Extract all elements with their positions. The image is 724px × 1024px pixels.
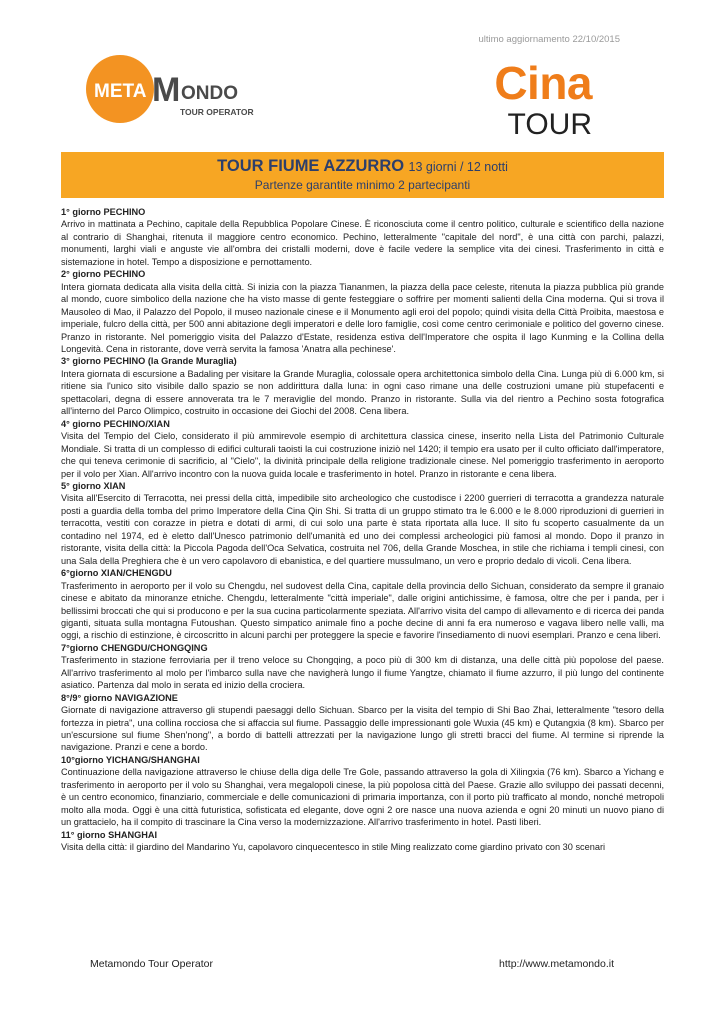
svg-text:ONDO: ONDO [181,83,238,104]
category-title: TOUR [507,108,592,141]
day-title: 11° giorno SHANGHAI [61,829,158,840]
tour-subtitle: Partenze garantite minimo 2 partecipanti [254,178,471,192]
footer-website-link[interactable]: http://www.metamondo.it [499,958,614,970]
day-title: 2° giorno PECHINO [61,269,146,280]
svg-text:M: M [152,71,181,109]
day-text: Trasferimento in stazione ferroviaria per il treno veloce su Chongqing, a poco più di 300 km di distanza, una delle città più popolose del paese. All'arrivo trasferimento al molo per l'imbarco sulla nave che navigherà lungo il fiume Yangtze, chiamato il fiume azzurro, il più lungo del continente asiatico. Partenza dal molo in serata ed inizio della crociera. [61,655,664,691]
footer-company: Metamondo Tour Operator [90,958,213,970]
metamondo-logo [84,52,274,126]
day-title: 8°/9° giorno NAVIGAZIONE [61,692,178,703]
day-title: 7°giorno CHENGDU/CHONGQING [61,642,208,653]
country-title: Cina [494,57,592,109]
day-text: Continuazione della navigazione attraverso le chiuse della diga delle Tre Gole, passando attraverso la gola di Xilingxia (76 km). Sbarco a Yichang e trasferimento in aeroporto per il volo su Shanghai, vera megalopoli cinese, la più popolosa città del Paese. Grazie allo sviluppo dei passati decenni, è un centro economico, finanziario, commerciale e delle comunicazioni di primaria importanza, con il porto più trafficato al mondo, nonché metropoli molto alla moda. Oggi è una città futuristica, sofisticata ed elegante, dove ogni 2 ore nasce una nuova azienda e ogni 20 minuti un nuovo piano di un grattacielo, ha il compito di trascinare la Cina verso la modernizzazione. All'arrivo trasferimento in hotel. Pasti liberi. [61,767,664,828]
footer [90,958,614,970]
day-text: Visita all'Esercito di Terracotta, nei pressi della città, impedibile sito archeologico che custodisce i 2200 guerrieri di terracotta a grandezza naturale posti a guardia della tomba del primo Imperatore della Cina Qin Shi. Si tratta di un gruppo stimato tra le 6.000 e le 8.000 riproduzioni di guerrieri in terracotta, vestiti con corazze in pietra e dotati di armi, di cui solo una parte è stata riportata alla luce. Il sito fu scoperto casualmente da un contadino nel 1974, ed è eletto dall'Unesco patrimonio dell'umanità ed uno dei complessi archeologici più famosi al mondo. Dopo il pranzo in ristorante, visita della città: la Piccola Pagoda dell'Oca Selvatica, costruita nel 706, della Grande Moschea, in stile che richiama i templi cinesi, con una Sala della Preghiera che è un vero capolavoro di ebanistica, e del quartiere mussulmano, un vero e proprio dedalo di vicoli. Cena libera. [61,493,664,566]
svg-text:TOUR OPERATOR: TOUR OPERATOR [180,107,254,117]
day-text: Trasferimento in aeroporto per il volo su Chengdu, nel sudovest della Cina, capitale della provincia dello Sichuan, considerato da sempre il granaio cinese e abitato da minoranze etniche. Chengdu, letteralmente "città imperiale", dalle origini antichissime, è famosa, oltre che per i panda, per i bellissimi broccati che qui si producono e per la sua cucina particolarmente speziata. All'arrivo visita del campo di allevamento e di ricerca dei panda giganti, situata sulla montagna Futoushan. Questo simpatico animale fino a poche decine di anni fa era numeroso e vagava libero nelle valli, ma oggi, a rischio di estinzione, è circoscritto in alcuni parchi per proteggere la specie e favorire l'insediamento di nuovi esemplari. Pranzo e cena liberi. [61,580,664,641]
itinerary [61,206,664,854]
day-text: Arrivo in mattinata a Pechino, capitale della Repubblica Popolare Cinese. È riconosciuta come il centro politico, culturale e scientifico della nazione al contrario di Shanghai, ritenuta il maggiore centro economico. Pechino, letteralmente "capitale del nord", è una città con parchi, palazzi, monumenti, larghi viali e anguste vie all'ombra dei cristalli moderni, dove è facile vedere la semplice vita dei cinesi. Trasferimento in città e sistemazione in hotel. Tempo a disposizione e pernottamento. [61,219,664,267]
day-text: Intera giornata dedicata alla visita della città. Si inizia con la piazza Tiananmen, la piazza della pace celeste, ritenuta la piazza pubblica più grande al mondo, cuore simbolico della nazione che ha visto masse di gente festeggiare o soffrire per momenti salienti della Cina moderna. Qui si trova il Mausoleo di Mao, il Palazzo del Popolo, il museo nazionale cinese e il Monumento agli eroi del popolo; quindi visita della Città Proibita, maestosa e imperiale, fulcro della città, per 500 anni abitazione degli imperatori e delle loro famiglie, così come centro cerimoniale e politico del governo cinese. Pranzo in ristorante. Nel pomeriggio visita del Palazzo d'Estate, residenza estiva dell'Imperatore che ospita il lago Kunming e la Collina della Longevità. Cena in ristorante, dove verrà servita la famosa 'Anatra alla pechinese'. [61,281,664,354]
day-title: 10°giorno YICHANG/SHANGHAI [61,754,200,765]
day-title: 5° giorno XIAN [61,480,126,491]
day-text: Intera giornata di escursione a Badaling per visitare la Grande Muraglia, colossale opera architettonica simbolo della Cina. Lunga più di 6.000 km, si ritiene sia l'unico sito visibile dallo spazio se non addirittura dalla luna: in ogni caso rimane una delle costruzioni umane più stupefacenti e spettacolari, degna di essere annoverata tra le 7 meraviglie del mondo. Pranzo in ristorante. Sulla via del rientro a Pechino sosta fotografica all'interno del Parco Olimpico, costruito in occasione dei Giochi del 2008. Cena libera. [61,368,664,417]
tour-title: TOUR FIUME AZZURRO [217,157,405,175]
day-title: 6°giorno XIAN/CHENGDU [61,568,172,579]
day-text: Giornate di navigazione attraverso gli stupendi paesaggi dello Sichuan. Sbarco per la visita del tempio di Shi Bao Zhai, letteralmente "tesoro della fortezza in pietra", una collina rocciosa che si affaccia sul fiume. Passaggio delle impressionanti gole Wuxia (45 km) e Qutangxia (8 km). Sbarco per un'escursione sul fiume Shen'nong", a bordo di battelli attrezzati per la navigazione lungo gli stretti bracci del fiume. Al termine si riprende la navigazione. Pranzi e cene a bordo. [61,705,664,753]
tour-banner [61,152,664,198]
day-title: 4° giorno PECHINO/XIAN [61,418,170,429]
day-text: Visita della città: il giardino del Mandarino Yu, capolavoro cinquecentesco in stile Ming realizzato come giardino privato con 30 scenari [61,842,606,853]
day-text: Visita del Tempio del Cielo, considerato il più ammirevole esempio di architettura classica cinese, inserito nella Lista del Patrimonio Culturale Mondiale. Si tratta di un complesso di edifici culturali taoisti la cui costruzione iniziò nel 1420; il tempio era usato per il culto officiato dall'imperatore, che qui teneva cerimonie di sacrificio, al "Cielo", la divinità principale della religione tradizionale cinese. Nel pomeriggio trasferimento in aeroporto per il volo per Xian. All'arrivo incontro con la nuova guida locale e trasferimento in hotel. Pranzo in ristorante e cena libera. [61,431,664,479]
svg-text:META: META [94,81,147,102]
day-title: 1° giorno PECHINO [61,207,146,217]
update-date: ultimo aggiornamento 22/10/2015 [478,34,620,45]
day-title: 3° giorno PECHINO (la Grande Muraglia) [61,356,237,367]
tour-duration: 13 giorni / 12 notti [408,160,508,174]
